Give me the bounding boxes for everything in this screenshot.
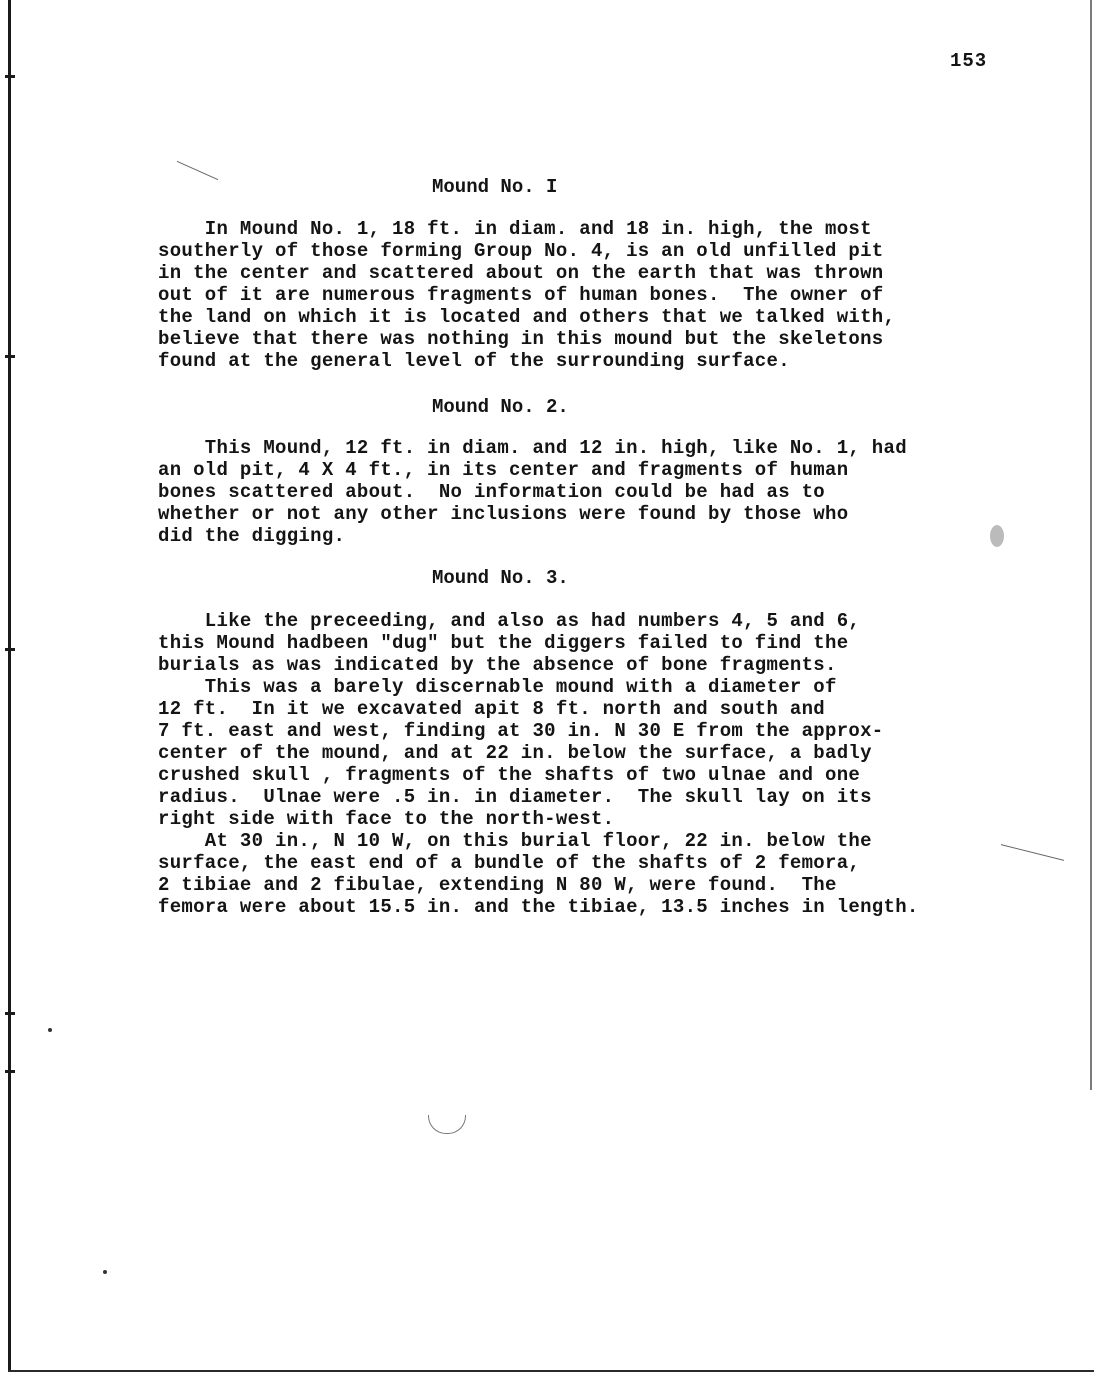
- text-line: southerly of those forming Group No. 4, is an old unfilled pit: [158, 240, 884, 262]
- text-line: 2 tibiae and 2 fibulae, extending N 80 W, were found. The: [158, 874, 837, 896]
- text-line: the land on which it is located and others that we talked with,: [158, 306, 896, 328]
- text-line: bones scattered about. No information could be had as to: [158, 481, 826, 503]
- text-line: believe that there was nothing in this mound but the skeletons: [158, 328, 884, 350]
- scan-speck: [103, 1270, 107, 1274]
- scan-mark: [177, 161, 219, 180]
- text-line: surface, the east end of a bundle of the shafts of 2 femora,: [158, 852, 861, 874]
- text-line: in the center and scattered about on the earth that was thrown: [158, 262, 884, 284]
- text-line: crushed skull , fragments of the shafts of two ulnae and one: [158, 764, 861, 786]
- page-right-edge: [1090, 0, 1092, 1090]
- page-number: 153: [950, 50, 988, 72]
- text-line: center of the mound, and at 22 in. below the surface, a badly: [158, 742, 872, 764]
- text-line: 12 ft. In it we excavated apit 8 ft. north and south and: [158, 698, 826, 720]
- page-bottom-edge: [8, 1370, 1094, 1372]
- edge-mark: [5, 75, 15, 78]
- text-line: At 30 in., N 10 W, on this burial floor, 22 in. below the: [158, 830, 872, 852]
- scan-mark: [1001, 844, 1064, 861]
- text-line: an old pit, 4 X 4 ft., in its center and fragments of human: [158, 459, 849, 481]
- page-left-edge: [8, 0, 11, 1372]
- text-line: In Mound No. 1, 18 ft. in diam. and 18 in. high, the most: [158, 218, 872, 240]
- text-line: burials as was indicated by the absence of bone fragments.: [158, 654, 837, 676]
- scan-pencil-mark: [428, 1115, 466, 1134]
- edge-mark: [5, 1070, 15, 1073]
- section-heading-mound-1: Mound No. I: [432, 176, 558, 198]
- text-line: out of it are numerous fragments of human bones. The owner of: [158, 284, 884, 306]
- text-line: whether or not any other inclusions were found by those who: [158, 503, 849, 525]
- text-line: femora were about 15.5 in. and the tibiae, 13.5 inches in length.: [158, 896, 919, 918]
- section-heading-mound-2: Mound No. 2.: [432, 396, 569, 418]
- text-line: did the digging.: [158, 525, 346, 547]
- section-heading-mound-3: Mound No. 3.: [432, 567, 569, 589]
- scan-speck: [48, 1028, 52, 1032]
- text-line: This was a barely discernable mound with a diameter of: [158, 676, 837, 698]
- text-line: found at the general level of the surrounding surface.: [158, 350, 790, 372]
- text-line: 7 ft. east and west, finding at 30 in. N 30 E from the approx-: [158, 720, 884, 742]
- edge-mark: [5, 355, 15, 358]
- text-line: radius. Ulnae were .5 in. in diameter. The skull lay on its: [158, 786, 872, 808]
- edge-mark: [5, 648, 15, 651]
- scan-speck: [990, 525, 1004, 547]
- text-line: This Mound, 12 ft. in diam. and 12 in. high, like No. 1, had: [158, 437, 907, 459]
- text-line: Like the preceeding, and also as had numbers 4, 5 and 6,: [158, 610, 861, 632]
- text-line: right side with face to the north-west.: [158, 808, 615, 830]
- edge-mark: [5, 1012, 15, 1015]
- text-line: this Mound hadbeen "dug" but the diggers failed to find the: [158, 632, 849, 654]
